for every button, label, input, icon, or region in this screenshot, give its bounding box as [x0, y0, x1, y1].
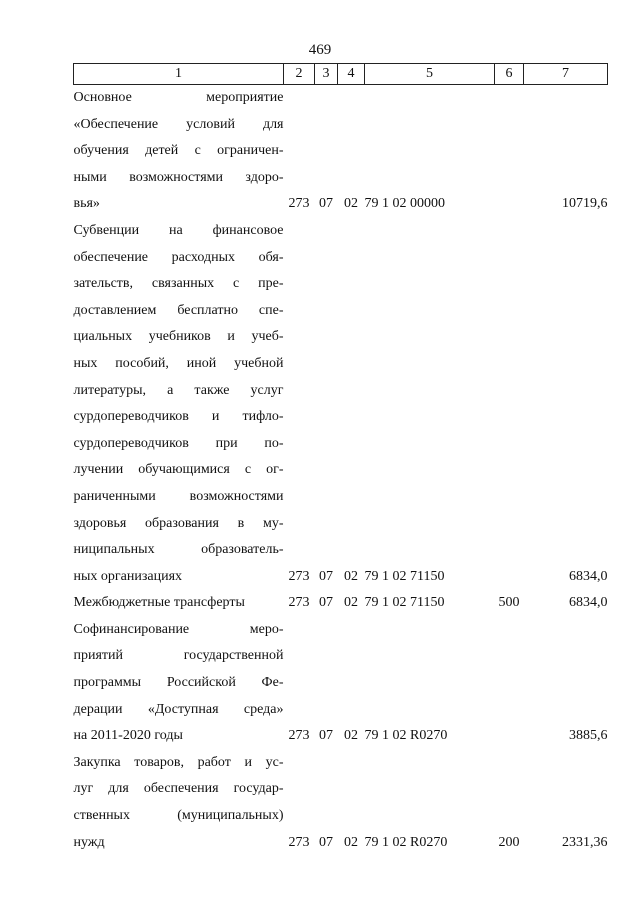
target-article-code: 79 1 02 R0270	[364, 834, 448, 850]
admin-code: 273	[288, 728, 310, 744]
description-line: Закупка товаров, работ и ус-	[73, 754, 284, 770]
amount: 6834,0	[569, 595, 608, 611]
amount: 3885,6	[569, 728, 608, 744]
description-line: ными возможностями здоро-	[73, 169, 284, 185]
target-article-code: 79 1 02 00000	[364, 196, 445, 212]
row-description	[74, 590, 284, 617]
description-line: зательств, связанных с пре-	[73, 276, 284, 292]
expense-type-code: 500	[498, 595, 520, 611]
description-line: приятий государственной	[73, 648, 284, 664]
target-article-code: 79 1 02 71150	[364, 568, 445, 584]
subsection-code: 02	[344, 568, 358, 584]
column-header-row	[74, 64, 608, 85]
description-line: Субвенции на финансовое	[73, 222, 284, 238]
admin-code: 273	[288, 595, 310, 611]
description-line: литературы, а также услуг	[73, 382, 284, 398]
description-line: «Обеспечение условий для	[73, 116, 284, 132]
table-row	[74, 617, 608, 750]
description-line: сурдопереводчиков и тифло-	[73, 409, 284, 425]
description-line: Межбюджетные трансферты	[73, 595, 245, 611]
expense-type-code	[495, 617, 524, 750]
target-article-code: 79 1 02 71150	[364, 595, 445, 611]
description-line: вья»	[73, 196, 100, 212]
subsection-code: 02	[344, 196, 358, 212]
target-article-code: 79 1 02 R0270	[364, 728, 448, 744]
budget-table	[73, 63, 608, 856]
row-description	[74, 218, 284, 590]
column-header-4: 4	[338, 64, 365, 85]
amount: 10719,6	[562, 196, 608, 212]
admin-code: 273	[288, 568, 310, 584]
subsection-code: 02	[344, 834, 358, 850]
description-line: ных пособий, иной учебной	[73, 355, 284, 371]
page-number: 469	[308, 42, 332, 58]
subsection-code: 02	[344, 595, 358, 611]
row-description	[74, 85, 284, 218]
column-header-1: 1	[74, 64, 284, 85]
description-line: дерации «Доступная среда»	[73, 701, 284, 717]
description-line: здоровья образования в му-	[73, 515, 284, 531]
section-code: 07	[319, 595, 333, 611]
expense-type-code: 200	[498, 834, 520, 850]
description-line: сурдопереводчиков при по-	[73, 435, 284, 451]
description-line: лучении обучающимися с ог-	[73, 462, 284, 478]
admin-code: 273	[288, 834, 310, 850]
admin-code: 273	[288, 196, 310, 212]
column-header-3: 3	[315, 64, 338, 85]
table-row	[74, 85, 608, 218]
section-code: 07	[319, 568, 333, 584]
table-row	[74, 750, 608, 856]
column-header-7: 7	[524, 64, 608, 85]
section-code: 07	[319, 728, 333, 744]
description-line: ниципальных образователь-	[73, 542, 284, 558]
description-line: нужд	[73, 834, 105, 850]
subsection-code: 02	[344, 728, 358, 744]
column-header-2: 2	[284, 64, 315, 85]
description-line: на 2011-2020 годы	[73, 728, 183, 744]
expense-type-code	[495, 218, 524, 590]
column-header-5: 5	[365, 64, 495, 85]
description-line: раниченными возможностями	[73, 488, 284, 504]
table-row	[74, 590, 608, 617]
description-line: Основное мероприятие	[73, 90, 284, 105]
description-line: луг для обеспечения государ-	[73, 781, 284, 797]
description-line: ственных (муниципальных)	[73, 808, 284, 824]
description-line: обеспечение расходных обя-	[73, 249, 284, 265]
description-line: программы Российской Фе-	[73, 675, 284, 691]
amount: 2331,36	[562, 834, 608, 850]
column-header-6: 6	[495, 64, 524, 85]
table-body	[74, 85, 608, 857]
description-line: циальных учебников и учеб-	[73, 329, 284, 345]
section-code: 07	[319, 196, 333, 212]
table-row	[74, 218, 608, 590]
row-description	[74, 617, 284, 750]
description-line: ных организациях	[73, 568, 183, 584]
section-code: 07	[319, 834, 333, 850]
expense-type-code	[495, 85, 524, 218]
amount: 6834,0	[569, 568, 608, 584]
description-line: Софинансирование меро-	[73, 621, 284, 637]
row-description	[74, 750, 284, 856]
description-line: доставлением бесплатно спе-	[73, 302, 284, 318]
description-line: обучения детей с ограничен-	[73, 143, 284, 159]
